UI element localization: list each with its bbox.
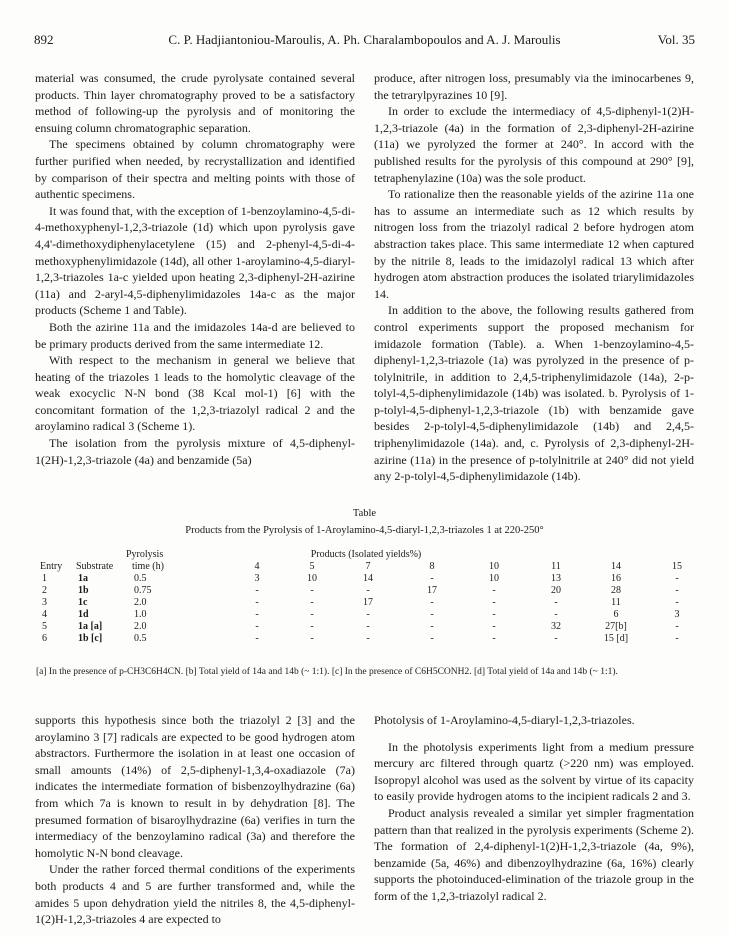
table-cell: - — [255, 585, 259, 596]
table-row — [36, 597, 696, 609]
col-header-time: Pyrolysis — [126, 549, 164, 560]
table-cell: - — [310, 609, 314, 620]
table-cell: 2.0 — [134, 621, 147, 632]
paragraph: In order to exclude the intermediacy of 4,5-diphenyl-1(2)H-1,2,3-triazole (4a) in the formation of 2,3-diphenyl-2H-azirine (11a) we pyrolyzed the former at 240°. In accord with the published results for the pyrolysis of this compound at 290° [9], tetraphenylazine (10a) was the sole product. — [374, 104, 694, 185]
table-cell: - — [366, 633, 370, 644]
table-cell: 1c — [78, 597, 88, 608]
col-header-entry: Entry — [40, 561, 63, 572]
table-cell: - — [310, 597, 314, 608]
table-cell: 11 — [611, 597, 621, 608]
paragraph: The specimens obtained by column chromatography were further purified when needed, by recrystallization and identified by comparison of their spectra and melting points with those of authentic specimens. — [35, 137, 355, 202]
paragraph: Product analysis revealed a similar yet simpler fragmentation pattern than that realized in the pyrolysis experiments (Scheme 2). The formation of 2,4-diphenyl-1(2)H-1,2,3-triazole (4a, 9%), benzamide (5a, 46%) and dibenzoylhydrazine (6a, 16%) clearly supports the photoinduced-elimination of the triazole group in the form of the 1,2,3-triazolyl radical 2. — [374, 805, 694, 903]
table-row — [36, 573, 696, 585]
col-header-substrate: Substrate — [76, 561, 114, 572]
paragraph: The isolation from the pyrolysis mixture of 4,5-diphenyl-1(2H)-1,2,3-triazole (4a) and benzamide (5a) — [35, 436, 355, 467]
table-footnote: [a] In the presence of p-CH3C6H4CN. [b] Total yield of 14a and 14b (~ 1:1). [c] In the presence of C6H5CONH2. [d] Total yield of 14a and 14b (~ 1:1). — [36, 667, 618, 677]
table-cell: 16 — [611, 573, 621, 584]
table-body — [36, 573, 696, 645]
table-cell: - — [255, 621, 259, 632]
paragraph: supports this hypothesis since both the triazolyl 2 [3] and the aroylamino 3 [7] radicals are expected to be good hydrogen atom abstractors. Furthermore the isolation in at least one occasion of small amounts (14%) of 2,5-diphenyl-1,3,4-oxadiazole (7a) indicates the intermediate formation of bisbenzoylhydrazine (6a) from which 7a is known to result in by dehydration [8]. The presumed formation of bisaroylhydrazine (6a) verifies in turn the intermediacy of the benzoylamino radical (3a) and therefore the homolytic N-N bond cleavage. — [35, 713, 355, 860]
paragraph: In addition to the above, the following results gathered from control experiments support the proposed mechanism for imidazole formation (Table). a. When 1-benzoylamino-4,5-diphenyl-1,2,3-triazole (1a) was pyrolyzed in the presence of p-tolylnitrile, in addition to 2,4,5-triphenylimidazole (14a), 2-p-tolyl-4,5-diphenylimidazole (14b) was isolated. b. Pyrolysis of 1-p-tolyl-4,5-diphenyl-1,2,3-triazole (1b) with benzamide gave besides 2-p-tolyl-4,5-diphenylimidazole (14b) and 2,4,5-triphenylimidazole (14a). and, c. Pyrolysis of 2,3-diphenyl-2H-azirine (11a) in the presence of p-tolylnitrile at 240° did not yield any 2-p-tolyl-4,5-diphenylimidazole (14b). — [374, 303, 694, 484]
table-cell: 17 — [427, 585, 437, 596]
running-header — [34, 32, 695, 52]
table-cell: - — [430, 633, 434, 644]
table-label: Table — [352, 508, 377, 519]
table-cell: 3 — [42, 597, 47, 608]
table-cell: - — [430, 621, 434, 632]
table-cell: - — [492, 633, 496, 644]
table-cell: 1b [c] — [78, 633, 103, 644]
table-row — [36, 609, 696, 621]
table-cell: 1d — [78, 609, 89, 620]
table-cell: 17 — [363, 597, 373, 608]
table-cell: 1b — [78, 585, 89, 596]
table-cell: - — [554, 609, 558, 620]
table-row — [36, 621, 696, 633]
table-cell: 10 — [489, 573, 499, 584]
table-cell: 32 — [551, 621, 561, 632]
table-cell: - — [554, 597, 558, 608]
paragraph: material was consumed, the crude pyrolysate contained several products. Thin layer chromatography proved to be a satisfactory method of following-up the pyrolysis and of monitoring the ensuing column chromatographic separation. — [35, 71, 355, 135]
text-column-left-bottom — [35, 712, 355, 928]
running-authors: C. P. Hadjiantoniou-Maroulis, A. Ph. Charalambopoulos and A. J. Maroulis — [168, 32, 561, 47]
col-header-15: 15 — [672, 561, 682, 572]
text-column-right-bottom — [374, 712, 694, 905]
table-cell: - — [430, 609, 434, 620]
table-cell: - — [255, 597, 259, 608]
col-header-10: 10 — [489, 561, 499, 572]
table-cell: - — [675, 621, 679, 632]
table-cell: 27[b] — [605, 621, 627, 632]
paragraph: Under the rather forced thermal conditions of the experiments both products 4 and 5 are further transformed and, while the amides 5 upon dehydration yield the nitriles 8, the 4,5-diphenyl-1(2)H-1,2,3-triazoles 4 are expected to — [35, 862, 355, 927]
table-cell: 2 — [42, 585, 47, 596]
table-cell: - — [366, 609, 370, 620]
table-cell: - — [255, 609, 259, 620]
table-cell: - — [255, 633, 259, 644]
table-cell: 1 — [42, 573, 47, 584]
table-cell: - — [492, 621, 496, 632]
table-cell: 6 — [613, 609, 619, 620]
paragraph: In the photolysis experiments light from a medium pressure mercury arc filtered through quartz (>220 nm) was employed. Isopropyl alcohol was used as the solvent by virtue of its capacity to easily provide hydrogen atoms to the incipient radicals 2 and 3. — [374, 739, 694, 804]
volume-label: Vol. 35 — [657, 32, 695, 47]
table-cell: 3 — [674, 609, 680, 620]
table-cell: 1.0 — [134, 609, 147, 620]
table-cell: 15 [d] — [603, 633, 629, 644]
text-column-left-top — [35, 70, 355, 468]
table-cell: 4 — [42, 609, 47, 620]
table-header-row-1 — [36, 549, 696, 561]
table-cell: - — [675, 633, 679, 644]
table-cell: - — [675, 573, 679, 584]
paragraph: With respect to the mechanism in general we believe that heating of the triazoles 1 leads to the homolytic cleavage of the weak exocyclic N-N bond (38 Kcal mol-1) [6] with the concomitant formation of the 1,2,3-triazolyl radical 2 and the aroylamino radical 3 (Scheme 1). — [35, 353, 355, 434]
table-cell: - — [430, 573, 434, 584]
table-cell: 5 — [42, 621, 47, 632]
section-heading: Photolysis of 1-Aroylamino-4,5-diaryl-1,2,3-triazoles. — [374, 713, 635, 727]
table-cell: 0.75 — [134, 585, 152, 596]
table-cell: - — [366, 585, 370, 596]
col-header-5: 5 — [309, 561, 315, 572]
paragraph: Both the azirine 11a and the imidazoles 14a-d are believed to be primary products derived from the same intermediate 12. — [35, 319, 355, 351]
results-table — [36, 549, 696, 645]
table-cell: - — [554, 633, 558, 644]
table-cell: 3 — [254, 573, 260, 584]
text-column-right-top — [374, 70, 694, 485]
table-cell: - — [675, 585, 679, 596]
table-cell: 1a — [78, 573, 88, 584]
table-cell: - — [492, 597, 496, 608]
table-cell: 14 — [363, 573, 373, 584]
table-cell: - — [366, 621, 370, 632]
col-header-time-sub: time (h) — [132, 561, 164, 572]
table-row — [36, 585, 696, 597]
paragraph: produce, after nitrogen loss, presumably via the iminocarbenes 9, the tetrarylpyrazines 10 [9]. — [374, 71, 694, 102]
col-header-8: 8 — [429, 561, 435, 572]
page-number: 892 — [34, 32, 54, 47]
table-cell: - — [492, 585, 496, 596]
col-header-7: 7 — [365, 561, 371, 572]
table-cell: 28 — [611, 585, 621, 596]
table-cell: - — [310, 621, 314, 632]
table-cell: - — [492, 609, 496, 620]
table-caption: Products from the Pyrolysis of 1-Aroylamino-4,5-diaryl-1,2,3-triazoles 1 at 220-250° — [185, 525, 544, 536]
col-header-4: 4 — [254, 561, 260, 572]
table-cell: - — [310, 585, 314, 596]
yields-header: Products (Isolated yields%) — [310, 549, 422, 560]
table-cell: 13 — [551, 573, 561, 584]
table-cell: 2.0 — [134, 597, 147, 608]
table-cell: 6 — [42, 633, 47, 644]
paragraph: To rationalize then the reasonable yields of the azirine 11a one has to assume an intermediate such as 12 which results by nitrogen loss from the triazolyl radical 2 before hydrogen atom abstraction takes place. This same intermediate 12 when captured by the nitrile 8, leads to the imidazolyl radical 13 which after hydrogen atom abstraction produces the isolated triarylimidazoles 14. — [374, 187, 694, 301]
table-cell: - — [675, 597, 679, 608]
table-cell: - — [310, 633, 314, 644]
table-row — [36, 633, 696, 645]
table-header-row-2 — [36, 561, 696, 573]
table-cell: 0.5 — [134, 633, 147, 644]
table-cell: 10 — [307, 573, 317, 584]
table-cell: 20 — [551, 585, 561, 596]
col-header-14: 14 — [611, 561, 621, 572]
table-cell: 1a [a] — [78, 621, 103, 632]
paragraph: It was found that, with the exception of 1-benzoylamino-4,5-di-4-methoxyphenyl-1,2,3-triazole (1d) which upon pyrolysis gave 4,4'-dimethoxydiphenylacetylene (15) and 2-phenyl-4,5-di-4-methoxyphenylimidazole (14d), all other 1-aroylamino-4,5-diaryl-1,2,3-triazoles 1a-c yielded upon heating 2,3-diphenyl-2H-azirine (11a) and 2-aryl-4,5-diphenylimidazoles 14a-c as the major products (Scheme 1 and Table). — [35, 203, 355, 318]
table-cell: - — [430, 597, 434, 608]
col-header-11: 11 — [551, 561, 561, 572]
table-cell: 0.5 — [134, 573, 147, 584]
